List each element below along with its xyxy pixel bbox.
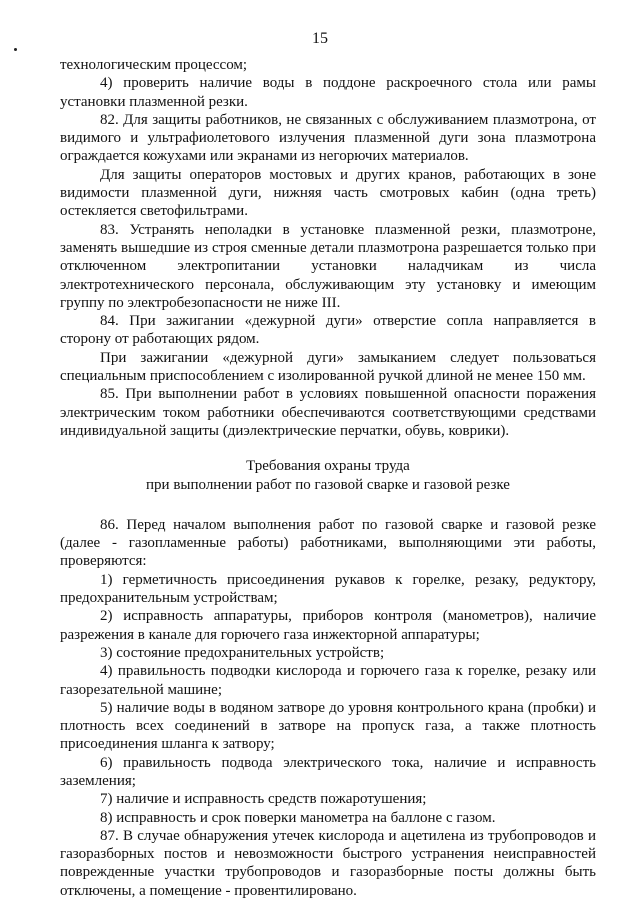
paragraphs-bottom [60, 516, 596, 900]
paragraphs-top [60, 56, 596, 440]
paragraph: 4) правильность подводки кислорода и горючего газа к горелке, резаку или газорезательной машине; [60, 663, 596, 698]
paragraph: 4) проверить наличие воды в поддоне раскроечного стола или рамы установки плазменной резки. [60, 75, 596, 110]
paragraph: 84. При зажигании «дежурной дуги» отверстие сопла направляется в сторону от работающих рядом. [60, 313, 596, 348]
scan-dot [14, 48, 17, 51]
paragraph: 2) исправность аппаратуры, приборов контроля (манометров), наличие разрежения в канале для горючего газа инжекторной аппаратуры; [60, 608, 596, 643]
section-heading [60, 457, 596, 494]
paragraph: 1) герметичность присоединения рукавов к горелке, резаку, редуктору, предохранительным устройствам; [60, 571, 596, 607]
paragraph: 3) состояние предохранительных устройств; [100, 644, 385, 661]
paragraph: 7) наличие и исправность средств пожаротушения; [100, 791, 427, 808]
page-number: 15 [312, 30, 328, 47]
paragraph: технологическим процессом; [60, 57, 248, 73]
paragraph: 85. При выполнении работ в условиях повышенной опасности поражения электрическим током работники обеспечиваются соответствующими средствами индивидуальной защиты (диэлектрические перчатки, обувь, коврики). [60, 386, 596, 439]
paragraph: 87. В случае обнаружения утечек кислорода и ацетилена из трубопроводов и газоразборных постов и невозможности быстрого устранения неисправностей поврежденные участки трубопроводов и газоразборные посты должны быть отключены, а помещение - провентилировано. [60, 827, 596, 899]
paragraph: При зажигании «дежурной дуги» замыканием следует пользоваться специальным приспособлением с изолированной ручкой длиной не менее 150 мм. [60, 349, 596, 385]
paragraph: 5) наличие воды в водяном затворе до уровня контрольного крана (пробки) и плотность всех соединений в затворе на пропуск газа, а также плотность присоединения шланга к затвору; [60, 699, 596, 753]
paragraph: Для защиты операторов мостовых и других кранов, работающих в зоне видимости плазменной дуги, нижняя часть смотровых кабин (одна треть) остекляется светофильтрами. [60, 166, 596, 220]
paragraph: 8) исправность и срок поверки манометра на баллоне с газом. [100, 809, 496, 826]
section-heading-line-1: Требования охраны труда [246, 458, 410, 475]
paragraph: 86. Перед началом выполнения работ по газовой сварке и газовой резке (далее - газопламенные работы) работниками, выполняющими эти работы, проверяются: [60, 516, 596, 570]
paragraph: 82. Для защиты работников, не связанных с обслуживанием плазмотрона, от видимого и ультрафиолетового излучения плазменной дуги зона плазмотрона ограждается кожухами или экранами из негорючих материалов. [60, 111, 596, 165]
section-heading-line-2: при выполнении работ по газовой сварке и газовой резке [146, 476, 510, 493]
page-content [60, 56, 596, 900]
paragraph: 6) правильность подвода электрического тока, наличие и исправность заземления; [60, 754, 596, 789]
paragraph: 83. Устранять неполадки в установке плазменной резки, плазмотроне, заменять вышедшие из строя сменные детали плазмотрона разрешается только при отключенном электропитании установки наладчикам из числа электротехнического персонала, обслуживающим эту установку и имеющим группу по электробезопасности не ниже III. [60, 221, 596, 311]
